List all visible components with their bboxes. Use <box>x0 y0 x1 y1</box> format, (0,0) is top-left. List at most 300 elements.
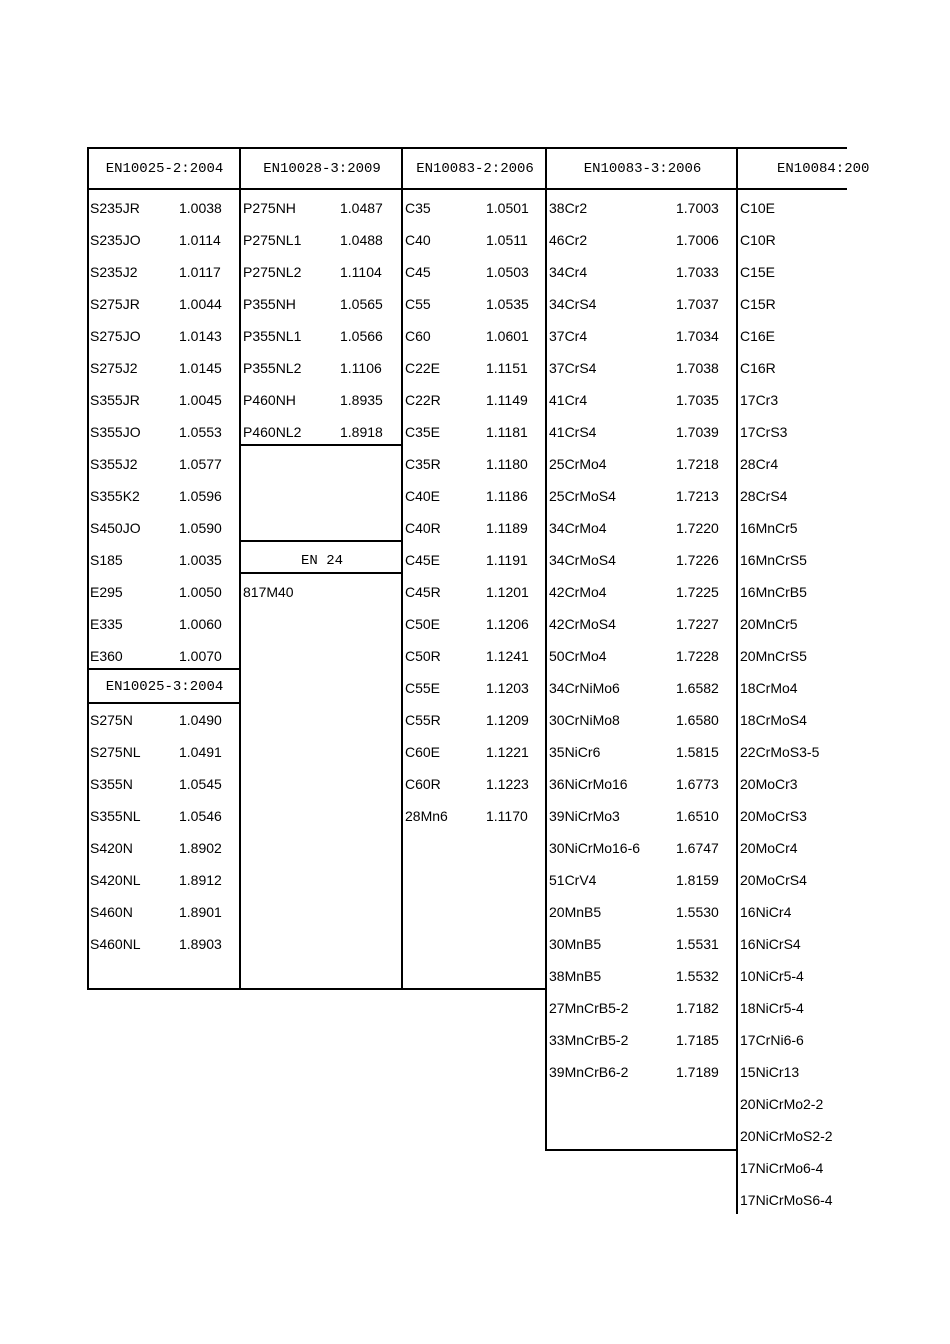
material-number: 1.0566 <box>340 328 383 344</box>
material-number: 1.0050 <box>179 584 222 600</box>
grade-name: 17Cr3 <box>740 392 779 408</box>
material-number: 1.0045 <box>179 392 222 408</box>
table-row <box>546 864 737 896</box>
table-row <box>737 1184 857 1216</box>
grade-name: C60E <box>405 744 441 760</box>
material-number: 1.8918 <box>340 424 383 440</box>
grade-name: 46Cr2 <box>549 232 588 248</box>
material-number: 1.6747 <box>676 840 719 856</box>
material-number: 1.7033 <box>676 264 719 280</box>
material-number: 1.0511 <box>486 232 528 248</box>
grade-name: 50CrMo4 <box>549 648 607 664</box>
material-number: 1.1221 <box>486 744 529 760</box>
table-row <box>402 256 546 288</box>
column-header: EN10084:200 <box>777 161 870 177</box>
table-row <box>546 960 737 992</box>
grade-name: 16MnCrB5 <box>740 584 807 600</box>
table-row <box>240 288 402 320</box>
grade-name: C22R <box>405 392 441 408</box>
grade-name: P355NH <box>243 296 296 312</box>
subtable-header: EN 24 <box>300 553 343 569</box>
grade-name: P355NL2 <box>243 360 302 376</box>
table-row <box>87 256 240 288</box>
grade-name: 20MoCrS4 <box>740 872 807 888</box>
grade-name: 20NiCrMoS2-2 <box>740 1128 833 1144</box>
grade-name: 18NiCr5-4 <box>740 1000 804 1016</box>
table-row <box>737 1152 857 1184</box>
table-row <box>402 544 546 576</box>
subtable-top-border <box>240 540 402 542</box>
table-row <box>546 288 737 320</box>
material-number: 1.5815 <box>676 744 719 760</box>
material-number: 1.5531 <box>676 936 719 952</box>
table-row <box>546 384 737 416</box>
grade-name: P275NH <box>243 200 296 216</box>
grade-name: C40 <box>405 232 431 248</box>
grade-name: P460NH <box>243 392 296 408</box>
table-row <box>402 320 546 352</box>
material-number: 1.7227 <box>676 616 719 632</box>
table-row <box>546 1024 737 1056</box>
material-number: 1.7189 <box>676 1064 719 1080</box>
subtable-header-bottom <box>87 702 240 704</box>
table-row <box>737 832 857 864</box>
table-row <box>737 960 857 992</box>
table-row <box>737 384 857 416</box>
grade-name: 25CrMo4 <box>549 456 607 472</box>
table-row <box>737 288 857 320</box>
grade-name: 38Cr2 <box>549 200 588 216</box>
grade-name: S275N <box>90 712 133 728</box>
table-row <box>546 512 737 544</box>
table-row <box>402 384 546 416</box>
material-number: 1.0038 <box>179 200 222 216</box>
grade-name: S275NL <box>90 744 141 760</box>
grade-name: 20MnB5 <box>549 904 602 920</box>
material-number: 1.0491 <box>179 744 222 760</box>
table-row <box>240 576 402 608</box>
material-number: 1.0601 <box>486 328 529 344</box>
table-row <box>737 672 857 704</box>
material-number: 1.0596 <box>179 488 222 504</box>
grade-name: C60R <box>405 776 441 792</box>
material-number: 1.8901 <box>179 904 222 920</box>
grade-name: S355JR <box>90 392 140 408</box>
material-number: 1.8912 <box>179 872 222 888</box>
grade-name: S420NL <box>90 872 141 888</box>
column-divider <box>239 147 241 990</box>
table-row <box>737 544 857 576</box>
grade-name: E335 <box>90 616 123 632</box>
table-row <box>546 832 737 864</box>
grade-name: 17CrS3 <box>740 424 788 440</box>
material-number: 1.0145 <box>179 360 222 376</box>
table-row <box>240 320 402 352</box>
table-row <box>737 800 857 832</box>
grade-name: 28CrS4 <box>740 488 788 504</box>
material-number: 1.0117 <box>179 264 221 280</box>
grade-name: C15E <box>740 264 776 280</box>
table-row <box>737 1120 857 1152</box>
material-number: 1.1191 <box>486 552 528 568</box>
table-row <box>546 544 737 576</box>
table-row <box>546 192 737 224</box>
material-number: 1.0114 <box>179 232 221 248</box>
grade-name: C16R <box>740 360 776 376</box>
grade-name: 28Mn6 <box>405 808 448 824</box>
column-header: EN10028-3:2009 <box>263 161 381 177</box>
material-number: 1.0577 <box>179 456 222 472</box>
material-number: 1.1170 <box>486 808 528 824</box>
table-row <box>402 288 546 320</box>
table-row <box>546 448 737 480</box>
material-number: 1.6510 <box>676 808 719 824</box>
grade-name: C40R <box>405 520 441 536</box>
material-number: 1.0143 <box>179 328 222 344</box>
grade-name: 37CrS4 <box>549 360 597 376</box>
material-number: 1.7182 <box>676 1000 719 1016</box>
grade-name: E295 <box>90 584 123 600</box>
grade-name: 33MnCrB5-2 <box>549 1032 629 1048</box>
grade-name: 34CrMo4 <box>549 520 607 536</box>
grade-name: S420N <box>90 840 133 856</box>
table-row <box>87 448 240 480</box>
grade-name: 41CrS4 <box>549 424 597 440</box>
table-row <box>402 800 546 832</box>
material-number: 1.1181 <box>486 424 528 440</box>
material-number: 1.0501 <box>486 200 529 216</box>
table-row <box>402 608 546 640</box>
table-row <box>87 768 240 800</box>
material-number: 1.7218 <box>676 456 719 472</box>
grade-name: S355JO <box>90 424 141 440</box>
grade-name: P275NL2 <box>243 264 302 280</box>
material-number: 1.1203 <box>486 680 529 696</box>
material-number: 1.6582 <box>676 680 719 696</box>
grade-name: 30NiCrMo16-6 <box>549 840 641 856</box>
table-row <box>737 192 857 224</box>
table-row <box>546 576 737 608</box>
material-number: 1.7034 <box>676 328 719 344</box>
table-row <box>546 416 737 448</box>
grade-name: C55 <box>405 296 431 312</box>
material-number: 1.1151 <box>486 360 528 376</box>
grade-name: C50E <box>405 616 441 632</box>
table-row <box>737 768 857 800</box>
column-divider <box>401 147 403 990</box>
table-row <box>87 736 240 768</box>
table-row <box>402 672 546 704</box>
grade-name: 37Cr4 <box>549 328 588 344</box>
material-number: 1.7038 <box>676 360 719 376</box>
table-row <box>737 992 857 1024</box>
grade-name: S235JR <box>90 200 140 216</box>
table-row <box>402 352 546 384</box>
grade-name: S275JO <box>90 328 141 344</box>
table-row <box>402 736 546 768</box>
table-row <box>737 1088 857 1120</box>
material-number: 1.7220 <box>676 520 719 536</box>
table-row <box>240 224 402 256</box>
subtable-header-bottom <box>240 572 402 574</box>
grade-name: 51CrV4 <box>549 872 597 888</box>
grade-name: C45R <box>405 584 441 600</box>
table-row <box>87 416 240 448</box>
grade-name: 42CrMoS4 <box>549 616 616 632</box>
grade-name: S355NL <box>90 808 141 824</box>
table-row <box>240 256 402 288</box>
grade-name: 17NiCrMoS6-4 <box>740 1192 833 1208</box>
column-header: EN10083-3:2006 <box>583 161 702 177</box>
grade-name: S460N <box>90 904 133 920</box>
material-number: 1.7185 <box>676 1032 719 1048</box>
table-row <box>240 384 402 416</box>
material-number: 1.6580 <box>676 712 719 728</box>
column-header: EN10083-2:2006 <box>416 161 534 177</box>
material-number: 1.5530 <box>676 904 719 920</box>
grade-name: S235J2 <box>90 264 138 280</box>
material-number: 1.8935 <box>340 392 383 408</box>
table-row <box>737 928 857 960</box>
material-number: 1.7035 <box>676 392 719 408</box>
table-row <box>87 512 240 544</box>
table-row <box>546 224 737 256</box>
table-row <box>402 416 546 448</box>
grade-name: 34CrMoS4 <box>549 552 616 568</box>
table-row <box>402 704 546 736</box>
grade-name: C35R <box>405 456 441 472</box>
table-row <box>737 704 857 736</box>
table-row <box>87 224 240 256</box>
table-row <box>546 640 737 672</box>
grade-name: 20MnCrS5 <box>740 648 807 664</box>
top-border <box>87 147 847 149</box>
table-row <box>87 800 240 832</box>
table-row <box>737 480 857 512</box>
column-end-border <box>240 444 402 446</box>
material-number: 1.0070 <box>179 648 222 664</box>
grade-name: P355NL1 <box>243 328 302 344</box>
material-number: 1.0535 <box>486 296 529 312</box>
grade-name: 30CrNiMo8 <box>549 712 620 728</box>
table-row <box>546 800 737 832</box>
grade-name: 28Cr4 <box>740 456 779 472</box>
table-row <box>546 608 737 640</box>
table-row <box>87 832 240 864</box>
grade-name: 20NiCrMo2-2 <box>740 1096 824 1112</box>
material-number: 1.0035 <box>179 552 222 568</box>
table-row <box>737 256 857 288</box>
material-number: 1.8159 <box>676 872 719 888</box>
table-row <box>87 352 240 384</box>
grade-name: C16E <box>740 328 776 344</box>
grade-name: P460NL2 <box>243 424 302 440</box>
table-row <box>240 352 402 384</box>
grade-name: C22E <box>405 360 441 376</box>
grade-name: C10R <box>740 232 776 248</box>
grade-name: S355K2 <box>90 488 140 504</box>
table-row <box>87 576 240 608</box>
table-row <box>546 896 737 928</box>
material-number: 1.1223 <box>486 776 529 792</box>
grade-name: 16NiCr4 <box>740 904 792 920</box>
grade-name: 817M40 <box>243 584 294 600</box>
material-number: 1.0044 <box>179 296 222 312</box>
grade-name: 20MoCr3 <box>740 776 798 792</box>
grade-name: S235JO <box>90 232 141 248</box>
table-row <box>402 640 546 672</box>
table-row <box>737 320 857 352</box>
material-number: 1.1241 <box>486 648 529 664</box>
grade-name: 41Cr4 <box>549 392 588 408</box>
table-row <box>402 768 546 800</box>
table-row <box>87 320 240 352</box>
column-bottom-border <box>546 1149 736 1151</box>
table-row <box>737 448 857 480</box>
grade-name: C45E <box>405 552 441 568</box>
table-row <box>737 864 857 896</box>
material-number: 1.1206 <box>486 616 529 632</box>
grade-name: 34CrNiMo6 <box>549 680 620 696</box>
table-row <box>402 192 546 224</box>
material-number: 1.0590 <box>179 520 222 536</box>
table-row <box>87 864 240 896</box>
column-divider <box>736 147 738 1214</box>
grade-name: S355N <box>90 776 133 792</box>
grade-name: 25CrMoS4 <box>549 488 616 504</box>
table-row <box>87 704 240 736</box>
material-number: 1.0553 <box>179 424 222 440</box>
material-number: 1.1149 <box>486 392 528 408</box>
table-row <box>546 992 737 1024</box>
grade-name: C55R <box>405 712 441 728</box>
grade-name: 16MnCr5 <box>740 520 798 536</box>
material-number: 1.0060 <box>179 616 222 632</box>
grade-name: C50R <box>405 648 441 664</box>
table-row <box>402 224 546 256</box>
grade-name: P275NL1 <box>243 232 302 248</box>
table-row <box>240 192 402 224</box>
grade-name: 30MnB5 <box>549 936 602 952</box>
material-number: 1.7225 <box>676 584 719 600</box>
grade-name: C60 <box>405 328 431 344</box>
table-row <box>546 704 737 736</box>
grade-name: 39NiCrMo3 <box>549 808 620 824</box>
grade-name: 20MnCr5 <box>740 616 798 632</box>
grade-name: C40E <box>405 488 441 504</box>
table-row <box>546 256 737 288</box>
grade-name: C35 <box>405 200 431 216</box>
table-row <box>87 480 240 512</box>
material-number: 1.1186 <box>486 488 528 504</box>
material-number: 1.0487 <box>340 200 383 216</box>
table-row <box>87 192 240 224</box>
material-number: 1.7226 <box>676 552 719 568</box>
subtable-header: EN10025-3:2004 <box>105 679 224 695</box>
grade-name: 16NiCrS4 <box>740 936 801 952</box>
grade-name: S185 <box>90 552 123 568</box>
table-row <box>737 896 857 928</box>
table-row <box>546 672 737 704</box>
material-number: 1.0546 <box>179 808 222 824</box>
table-row <box>546 352 737 384</box>
material-number: 1.1201 <box>486 584 529 600</box>
table-row <box>546 320 737 352</box>
table-row <box>737 1024 857 1056</box>
table-row <box>737 512 857 544</box>
table-row <box>737 576 857 608</box>
grade-name: 17CrNi6-6 <box>740 1032 804 1048</box>
grade-name: C35E <box>405 424 441 440</box>
table-row <box>737 736 857 768</box>
table-row <box>546 480 737 512</box>
table-row <box>737 608 857 640</box>
column-header: EN10025-2:2004 <box>105 161 224 177</box>
material-number: 1.5532 <box>676 968 719 984</box>
grade-name: 39MnCrB6-2 <box>549 1064 629 1080</box>
grade-name: S355J2 <box>90 456 138 472</box>
table-row <box>737 416 857 448</box>
table-row <box>402 448 546 480</box>
grade-name: C45 <box>405 264 431 280</box>
column-divider <box>545 147 547 1151</box>
grade-name: 18CrMoS4 <box>740 712 807 728</box>
material-number: 1.8903 <box>179 936 222 952</box>
material-number: 1.1209 <box>486 712 529 728</box>
grade-name: 35NiCr6 <box>549 744 601 760</box>
grade-name: 15NiCr13 <box>740 1064 800 1080</box>
material-number: 1.1106 <box>340 360 382 376</box>
material-number: 1.7039 <box>676 424 719 440</box>
material-number: 1.7006 <box>676 232 719 248</box>
material-number: 1.6773 <box>676 776 719 792</box>
material-number: 1.7003 <box>676 200 719 216</box>
material-number: 1.7037 <box>676 296 719 312</box>
table-row <box>737 352 857 384</box>
table-row <box>737 640 857 672</box>
table-row <box>87 384 240 416</box>
table-row <box>546 928 737 960</box>
table-row <box>546 768 737 800</box>
grade-name: 16MnCrS5 <box>740 552 807 568</box>
table-row <box>546 1056 737 1088</box>
material-number: 1.7213 <box>676 488 719 504</box>
material-number: 1.0565 <box>340 296 383 312</box>
grade-name: 10NiCr5-4 <box>740 968 804 984</box>
grade-name: 27MnCrB5-2 <box>549 1000 629 1016</box>
material-number: 1.1189 <box>486 520 528 536</box>
grade-name: 34Cr4 <box>549 264 588 280</box>
grade-name: 34CrS4 <box>549 296 597 312</box>
material-number: 1.0503 <box>486 264 529 280</box>
grade-name: S460NL <box>90 936 141 952</box>
table-row <box>402 512 546 544</box>
material-number: 1.1180 <box>486 456 528 472</box>
table-row <box>546 736 737 768</box>
table-row <box>87 608 240 640</box>
grade-name: 18CrMo4 <box>740 680 798 696</box>
material-number: 1.8902 <box>179 840 222 856</box>
material-number: 1.7228 <box>676 648 719 664</box>
table-row <box>87 544 240 576</box>
grade-name: 22CrMoS3-5 <box>740 744 820 760</box>
table-row <box>87 896 240 928</box>
material-number: 1.0490 <box>179 712 222 728</box>
material-number: 1.1104 <box>340 264 382 280</box>
subtable-top-border <box>87 668 240 670</box>
grade-name: E360 <box>90 648 123 664</box>
table-row <box>87 288 240 320</box>
